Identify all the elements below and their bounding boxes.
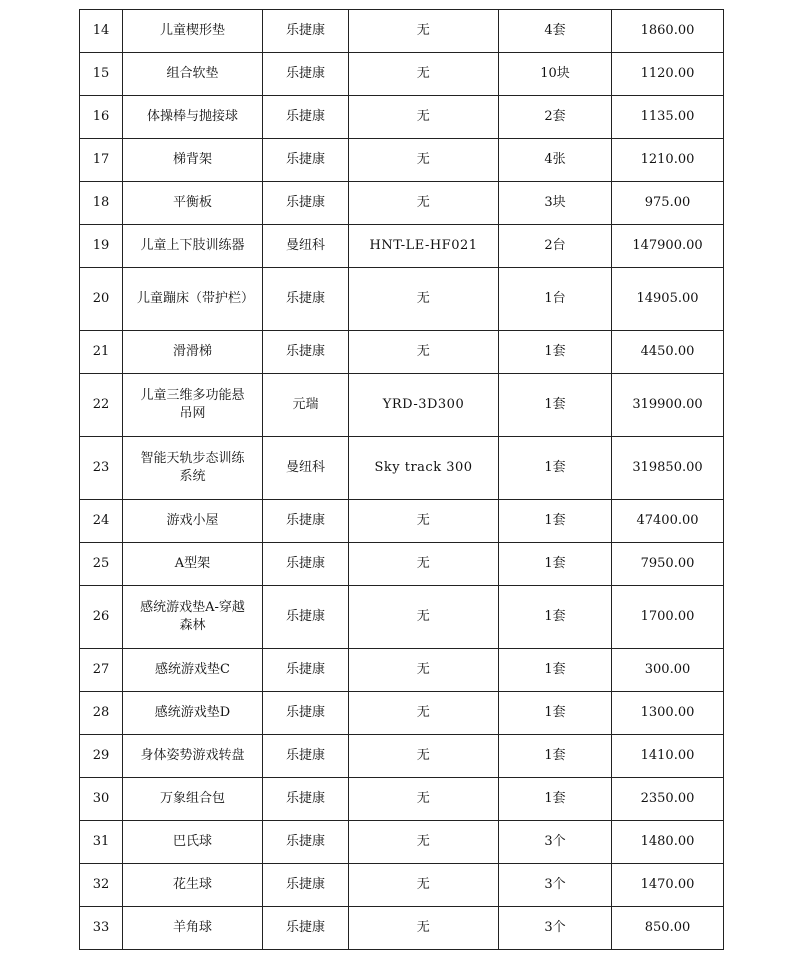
cell-model: 无 <box>349 543 499 586</box>
cell-model: HNT-LE-HF021 <box>349 225 499 268</box>
cell-quantity: 1套 <box>499 500 612 543</box>
cell-item-name: 身体姿势游戏转盘 <box>123 735 263 778</box>
table-row <box>80 692 724 735</box>
cell-quantity: 1套 <box>499 374 612 437</box>
cell-index: 33 <box>80 907 123 950</box>
cell-brand: 曼纽科 <box>263 225 349 268</box>
cell-quantity: 3块 <box>499 182 612 225</box>
cell-price: 300.00 <box>612 649 724 692</box>
cell-price: 7950.00 <box>612 543 724 586</box>
cell-item-name: 组合软垫 <box>123 53 263 96</box>
cell-brand: 乐捷康 <box>263 907 349 950</box>
cell-index: 20 <box>80 268 123 331</box>
cell-quantity: 4套 <box>499 10 612 53</box>
cell-brand: 乐捷康 <box>263 268 349 331</box>
cell-brand: 乐捷康 <box>263 778 349 821</box>
cell-model: 无 <box>349 268 499 331</box>
cell-model: YRD-3D300 <box>349 374 499 437</box>
cell-model: 无 <box>349 821 499 864</box>
cell-model: 无 <box>349 692 499 735</box>
cell-item-name: 羊角球 <box>123 907 263 950</box>
cell-price: 14905.00 <box>612 268 724 331</box>
cell-price: 850.00 <box>612 907 724 950</box>
cell-brand: 乐捷康 <box>263 586 349 649</box>
cell-index: 21 <box>80 331 123 374</box>
cell-model: 无 <box>349 649 499 692</box>
cell-item-name: 儿童上下肢训练器 <box>123 225 263 268</box>
cell-item-name: 梯背架 <box>123 139 263 182</box>
cell-price: 1135.00 <box>612 96 724 139</box>
cell-price: 1210.00 <box>612 139 724 182</box>
cell-quantity: 1套 <box>499 692 612 735</box>
cell-brand: 乐捷康 <box>263 139 349 182</box>
table-row <box>80 864 724 907</box>
cell-index: 18 <box>80 182 123 225</box>
cell-item-name: 感统游戏垫A-穿越森林 <box>123 586 263 649</box>
table-row <box>80 437 724 500</box>
cell-index: 15 <box>80 53 123 96</box>
cell-item-name: 智能天轨步态训练系统 <box>123 437 263 500</box>
table-row <box>80 735 724 778</box>
cell-item-name: A型架 <box>123 543 263 586</box>
cell-quantity: 1套 <box>499 543 612 586</box>
table-row <box>80 543 724 586</box>
cell-model: Sky track 300 <box>349 437 499 500</box>
cell-price: 2350.00 <box>612 778 724 821</box>
cell-quantity: 2套 <box>499 96 612 139</box>
table-row <box>80 139 724 182</box>
cell-index: 25 <box>80 543 123 586</box>
cell-brand: 乐捷康 <box>263 331 349 374</box>
cell-quantity: 4张 <box>499 139 612 182</box>
table-row <box>80 907 724 950</box>
cell-index: 31 <box>80 821 123 864</box>
table-row <box>80 374 724 437</box>
cell-index: 26 <box>80 586 123 649</box>
cell-quantity: 1套 <box>499 649 612 692</box>
cell-brand: 乐捷康 <box>263 821 349 864</box>
cell-index: 17 <box>80 139 123 182</box>
cell-item-name: 巴氏球 <box>123 821 263 864</box>
cell-model: 无 <box>349 500 499 543</box>
cell-model: 无 <box>349 139 499 182</box>
cell-quantity: 1套 <box>499 778 612 821</box>
cell-index: 30 <box>80 778 123 821</box>
cell-index: 28 <box>80 692 123 735</box>
cell-index: 14 <box>80 10 123 53</box>
cell-price: 319900.00 <box>612 374 724 437</box>
cell-price: 4450.00 <box>612 331 724 374</box>
cell-brand: 乐捷康 <box>263 96 349 139</box>
cell-brand: 乐捷康 <box>263 864 349 907</box>
cell-index: 29 <box>80 735 123 778</box>
cell-model: 无 <box>349 10 499 53</box>
cell-index: 19 <box>80 225 123 268</box>
cell-index: 24 <box>80 500 123 543</box>
cell-price: 975.00 <box>612 182 724 225</box>
cell-item-name: 感统游戏垫C <box>123 649 263 692</box>
cell-brand: 乐捷康 <box>263 10 349 53</box>
table-row <box>80 96 724 139</box>
cell-model: 无 <box>349 735 499 778</box>
cell-quantity: 10块 <box>499 53 612 96</box>
cell-brand: 乐捷康 <box>263 500 349 543</box>
cell-quantity: 3个 <box>499 821 612 864</box>
table-row <box>80 182 724 225</box>
cell-item-name: 感统游戏垫D <box>123 692 263 735</box>
cell-price: 1470.00 <box>612 864 724 907</box>
cell-item-name: 儿童楔形垫 <box>123 10 263 53</box>
cell-price: 147900.00 <box>612 225 724 268</box>
cell-quantity: 1套 <box>499 437 612 500</box>
cell-brand: 乐捷康 <box>263 53 349 96</box>
cell-brand: 乐捷康 <box>263 649 349 692</box>
cell-item-name: 儿童三维多功能悬吊网 <box>123 374 263 437</box>
cell-index: 22 <box>80 374 123 437</box>
table-row <box>80 586 724 649</box>
cell-item-name: 平衡板 <box>123 182 263 225</box>
cell-item-name: 游戏小屋 <box>123 500 263 543</box>
cell-quantity: 3个 <box>499 907 612 950</box>
cell-index: 23 <box>80 437 123 500</box>
cell-quantity: 1套 <box>499 735 612 778</box>
cell-item-name: 滑滑梯 <box>123 331 263 374</box>
cell-price: 1120.00 <box>612 53 724 96</box>
cell-item-name: 体操棒与抛接球 <box>123 96 263 139</box>
cell-brand: 元瑞 <box>263 374 349 437</box>
cell-index: 16 <box>80 96 123 139</box>
cell-quantity: 1套 <box>499 331 612 374</box>
table-row <box>80 821 724 864</box>
cell-price: 1860.00 <box>612 10 724 53</box>
cell-model: 无 <box>349 331 499 374</box>
cell-model: 无 <box>349 96 499 139</box>
cell-quantity: 2台 <box>499 225 612 268</box>
cell-index: 27 <box>80 649 123 692</box>
cell-quantity: 3个 <box>499 864 612 907</box>
cell-quantity: 1套 <box>499 586 612 649</box>
cell-model: 无 <box>349 864 499 907</box>
cell-item-name: 万象组合包 <box>123 778 263 821</box>
cell-model: 无 <box>349 586 499 649</box>
equipment-table <box>79 9 724 950</box>
cell-brand: 乐捷康 <box>263 543 349 586</box>
cell-price: 1300.00 <box>612 692 724 735</box>
cell-model: 无 <box>349 778 499 821</box>
cell-brand: 乐捷康 <box>263 692 349 735</box>
table-row <box>80 225 724 268</box>
cell-brand: 乐捷康 <box>263 182 349 225</box>
cell-model: 无 <box>349 907 499 950</box>
cell-price: 47400.00 <box>612 500 724 543</box>
cell-brand: 乐捷康 <box>263 735 349 778</box>
cell-model: 无 <box>349 182 499 225</box>
cell-item-name: 儿童蹦床（带护栏） <box>123 268 263 331</box>
cell-brand: 曼纽科 <box>263 437 349 500</box>
cell-model: 无 <box>349 53 499 96</box>
table-row <box>80 331 724 374</box>
cell-quantity: 1台 <box>499 268 612 331</box>
cell-price: 1410.00 <box>612 735 724 778</box>
cell-price: 1480.00 <box>612 821 724 864</box>
table-row <box>80 778 724 821</box>
table-row <box>80 649 724 692</box>
cell-price: 1700.00 <box>612 586 724 649</box>
table-row <box>80 53 724 96</box>
table-row <box>80 500 724 543</box>
cell-price: 319850.00 <box>612 437 724 500</box>
table-body <box>80 10 724 950</box>
table-row <box>80 268 724 331</box>
cell-index: 32 <box>80 864 123 907</box>
cell-item-name: 花生球 <box>123 864 263 907</box>
table-row <box>80 10 724 53</box>
